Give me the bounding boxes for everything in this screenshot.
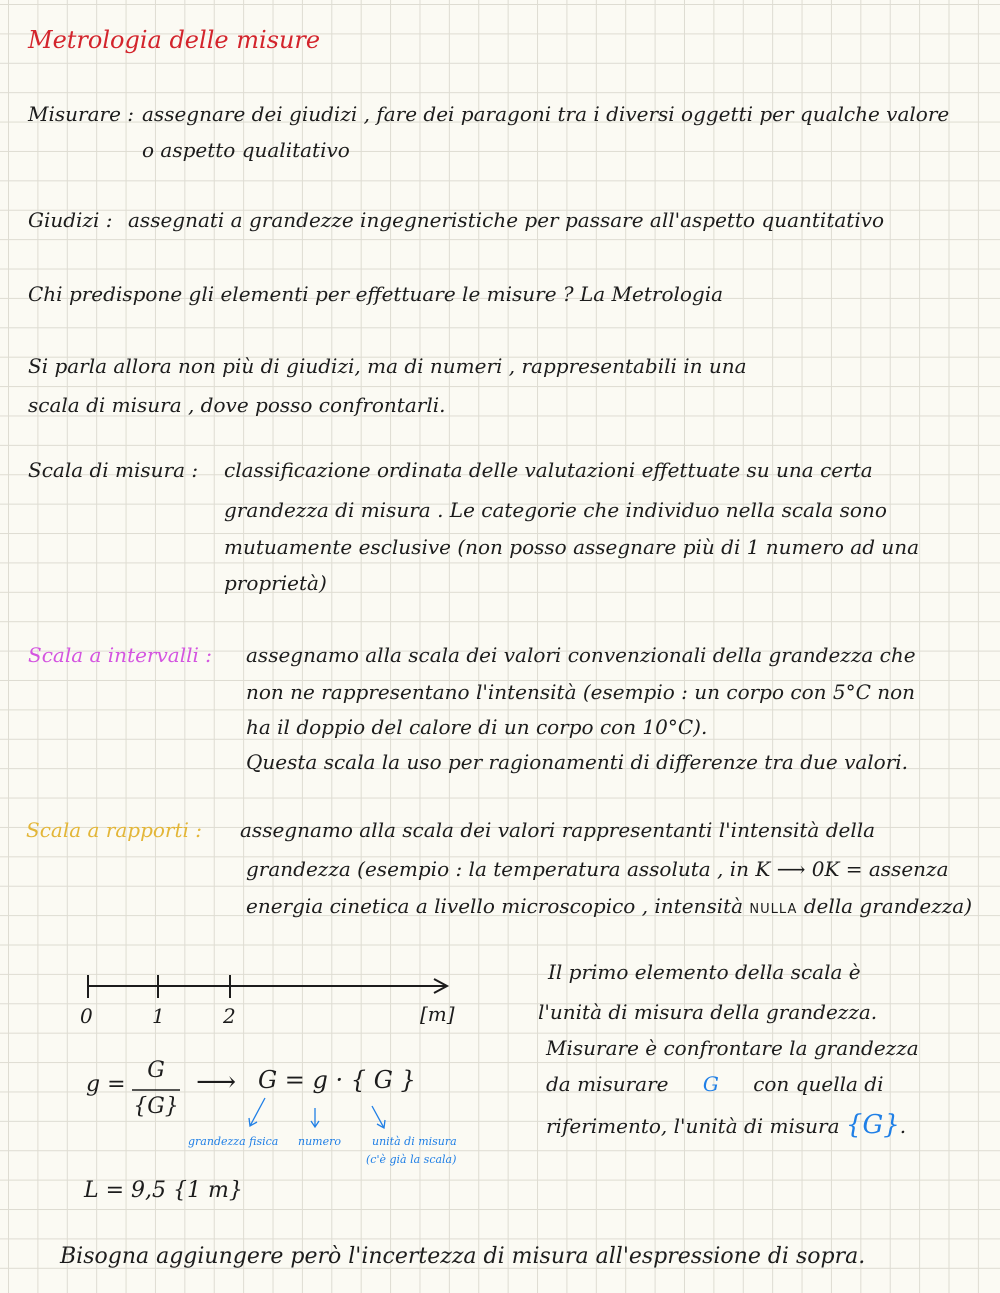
annotation-unita-di-misura: unità di misura <box>372 1135 457 1148</box>
arrow-grandezza <box>250 1098 265 1126</box>
formula-example: L = 9,5 {1 m} <box>84 1178 243 1203</box>
axis-tick-label-0: 0 <box>80 1004 93 1028</box>
scala-rapporti-line-1: assegnamo alla scala dei valori rappresentanti l'intensità della <box>240 818 876 842</box>
right-note-line-4 <box>546 1074 883 1094</box>
misurare-line-1: assegnare dei giudizi , fare dei paragoni tra i diversi oggetti per qualche valore <box>142 102 950 126</box>
scala-intervalli-line-1: assegnamo alla scala dei valori convenzionali della grandezza che <box>246 643 916 667</box>
chi-line: Chi predispone gli elementi per effettuare le misure ? La Metrologia <box>28 282 724 306</box>
misurare-line-2: o aspetto qualitativo <box>142 138 350 162</box>
axis-unit-label: [m] <box>420 1002 455 1026</box>
scala-intervalli-line-2: non ne rappresentano l'intensità (esempio : un corpo con 5°C non <box>246 680 916 704</box>
right-note-symbol-unit-g: {G} <box>845 1110 900 1140</box>
right-note-line-5-start: riferimento, l'unità di misura <box>546 1114 840 1138</box>
term-scala-a-intervalli: Scala a intervalli : <box>28 643 213 667</box>
right-note-line-1: Il primo elemento della scala è <box>548 960 861 984</box>
right-note-symbol-g: G <box>702 1072 719 1096</box>
term-misurare: Misurare : <box>28 102 134 126</box>
formula-lhs: g = <box>86 1072 126 1097</box>
scala-rapporti-line-3-end: della grandezza) <box>803 894 973 918</box>
right-note-line-3: Misurare è confrontare la grandezza <box>546 1036 919 1060</box>
right-note-line-4-start: da misurare <box>546 1072 669 1096</box>
scala-misura-line-4: proprietà) <box>224 571 327 595</box>
term-scala-a-rapporti: Scala a rapporti : <box>26 818 203 842</box>
term-giudizi: Giudizi : <box>28 208 113 232</box>
scala-misura-line-3: mutuamente esclusive (non posso assegnare più di 1 numero ad una <box>224 535 920 559</box>
footer-line: Bisogna aggiungere però l'incertezza di misura all'espressione di sopra. <box>60 1244 866 1269</box>
nulla-caps: NULLA <box>749 902 798 917</box>
right-note-line-5-end: . <box>899 1114 907 1138</box>
formula-rhs: G = g · { G } <box>258 1066 416 1094</box>
page-title: Metrologia delle misure <box>28 26 321 54</box>
annotation-grandezza-fisica: grandezza fisica <box>188 1135 279 1148</box>
annotation-numero: numero <box>298 1135 341 1148</box>
scala-intervalli-line-3: ha il doppio del calore di un corpo con 10°C). <box>246 715 708 739</box>
scala-rapporti-line-2: grandezza (esempio : la temperatura assoluta , in K ⟶ 0K = assenza <box>246 857 949 881</box>
scala-misura-line-2: grandezza di misura . Le categorie che individuo nella scala sono <box>224 498 887 522</box>
scala-rapporti-line-3-start: energia cinetica a livello microscopico , intensità <box>246 894 744 918</box>
axis-tick-label-2: 2 <box>223 1004 236 1028</box>
annotation-scala: (c'è già la scala) <box>366 1153 457 1166</box>
right-note-line-5 <box>546 1112 906 1138</box>
formula-arrow: ⟶ <box>196 1065 237 1098</box>
scala-misura-line-1: classificazione ordinata delle valutazioni effettuate su una certa <box>224 458 873 482</box>
right-note-line-4-end: con quella di <box>753 1072 884 1096</box>
scala-intervalli-line-4: Questa scala la uso per ragionamenti di differenze tra due valori. <box>246 750 909 774</box>
si-parla-line-2: scala di misura , dove posso confrontarli. <box>28 393 446 417</box>
si-parla-line-1: Si parla allora non più di giudizi, ma di numeri , rappresentabili in una <box>28 354 747 378</box>
giudizi-line-1: assegnati a grandezze ingegneristiche per passare all'aspetto quantitativo <box>128 208 885 232</box>
axis-tick-label-1: 1 <box>152 1004 165 1028</box>
right-note-line-2: l'unità di misura della grandezza. <box>538 1000 878 1024</box>
formula-denominator: {G} <box>133 1094 179 1119</box>
term-scala-di-misura: Scala di misura : <box>28 458 199 482</box>
formula-numerator: G <box>147 1058 165 1083</box>
